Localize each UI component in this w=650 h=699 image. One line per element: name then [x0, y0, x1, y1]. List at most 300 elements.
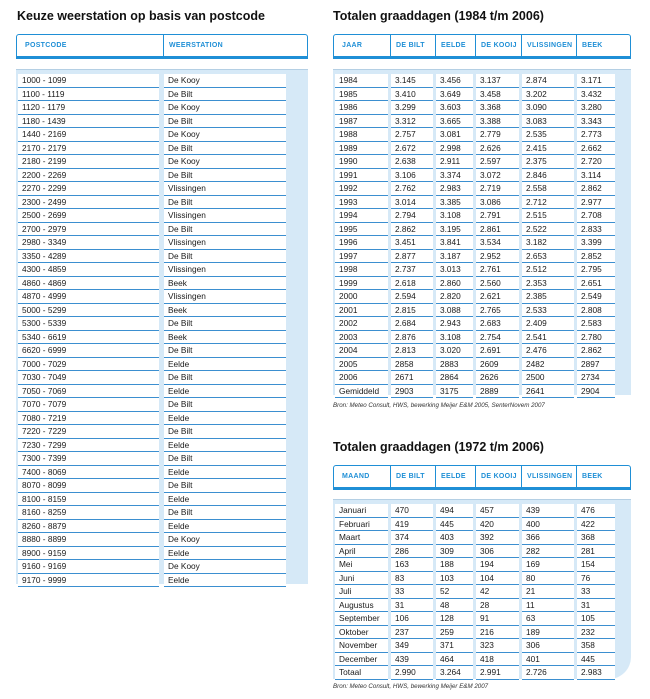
table-cell: 3.385 [436, 196, 473, 210]
table-cell: 2001 [335, 304, 388, 318]
table-cell: 286 [391, 545, 433, 559]
table-row [16, 466, 308, 480]
table-cell: 2.780 [577, 331, 615, 345]
table-cell: 3.083 [522, 115, 574, 129]
table-row [333, 196, 631, 210]
table-cell: De Kooy [164, 533, 286, 547]
table-cell: 2858 [391, 358, 433, 372]
table-cell: 5340 - 6619 [18, 331, 159, 345]
table-cell: 306 [522, 639, 574, 653]
table-cell: 2.415 [522, 142, 574, 156]
table-cell: 7220 - 7229 [18, 425, 159, 439]
table-cell: 8160 - 8259 [18, 506, 159, 520]
table-cell: 4870 - 4999 [18, 290, 159, 304]
table-row [333, 666, 631, 680]
table-row [16, 439, 308, 453]
table-cell: 3.202 [522, 88, 574, 102]
table-cell: 3.343 [577, 115, 615, 129]
table-cell: 2626 [476, 371, 519, 385]
postcode-table-title: Keuze weerstation op basis van postcode [17, 9, 265, 23]
table-cell: 2005 [335, 358, 388, 372]
table-row [16, 533, 308, 547]
table-row [333, 223, 631, 237]
table-cell: 4300 - 4859 [18, 263, 159, 277]
table-cell: 1994 [335, 209, 388, 223]
column-header: WEERSTATION [163, 35, 309, 57]
table-cell: 5000 - 5299 [18, 304, 159, 318]
table-cell: 2904 [577, 385, 615, 399]
table-body [333, 69, 631, 395]
table-cell: December [335, 653, 388, 667]
table-cell: 457 [476, 504, 519, 518]
table-cell: 232 [577, 626, 615, 640]
table-cell: 3.374 [436, 169, 473, 183]
table-cell: 2734 [577, 371, 615, 385]
table-cell: 2671 [391, 371, 433, 385]
table-row [16, 574, 308, 588]
table-cell: 80 [522, 572, 574, 586]
table-row [16, 412, 308, 426]
table-cell: 368 [577, 531, 615, 545]
table-cell: 2.833 [577, 223, 615, 237]
table-cell: 439 [391, 653, 433, 667]
table-cell: 470 [391, 504, 433, 518]
table-row [16, 196, 308, 210]
table-row [333, 263, 631, 277]
table-cell: 1987 [335, 115, 388, 129]
table-cell: 2.522 [522, 223, 574, 237]
table-cell: Augustus [335, 599, 388, 613]
table-cell: 282 [522, 545, 574, 559]
table-cell: 3.182 [522, 236, 574, 250]
table-cell: 2.765 [476, 304, 519, 318]
table-row [16, 155, 308, 169]
table-cell: Beek [164, 304, 286, 318]
table-cell: 439 [522, 504, 574, 518]
table-cell: 2270 - 2299 [18, 182, 159, 196]
table-cell: 2.983 [436, 182, 473, 196]
table-cell: 2.998 [436, 142, 473, 156]
table-row [333, 142, 631, 156]
table-cell: 3.458 [476, 88, 519, 102]
table-cell: 476 [577, 504, 615, 518]
table-cell: 419 [391, 518, 433, 532]
table-cell: 7000 - 7029 [18, 358, 159, 372]
table-cell: De Bilt [164, 317, 286, 331]
table-cell: 3.090 [522, 101, 574, 115]
table-cell: 33 [391, 585, 433, 599]
table-row [16, 371, 308, 385]
table-cell: 2.779 [476, 128, 519, 142]
table-cell: Eelde [164, 412, 286, 426]
table-cell: 83 [391, 572, 433, 586]
table-cell: 3.145 [391, 74, 433, 88]
table-row [333, 612, 631, 626]
table-cell: 3.137 [476, 74, 519, 88]
table-row [16, 169, 308, 183]
table-cell: 2.638 [391, 155, 433, 169]
table-cell: De Bilt [164, 425, 286, 439]
table-cell: 163 [391, 558, 433, 572]
table-row [16, 223, 308, 237]
table-cell: 2.533 [522, 304, 574, 318]
table-cell: 2.860 [436, 277, 473, 291]
column-header: MAAND [342, 473, 370, 480]
table-cell: 2.626 [476, 142, 519, 156]
table-cell: 237 [391, 626, 433, 640]
table-row [16, 506, 308, 520]
column-header: JAAR [342, 42, 363, 49]
table-cell: 494 [436, 504, 473, 518]
table-cell: 8260 - 8879 [18, 520, 159, 534]
table-cell: Beek [164, 331, 286, 345]
table-cell: 2.874 [522, 74, 574, 88]
table-cell: 7050 - 7069 [18, 385, 159, 399]
table-row [333, 531, 631, 545]
table-cell: 2170 - 2179 [18, 142, 159, 156]
table-row [16, 128, 308, 142]
table-cell: 1991 [335, 169, 388, 183]
table-cell: 9160 - 9169 [18, 560, 159, 574]
table-cell: 2980 - 3349 [18, 236, 159, 250]
table-cell: Eelde [164, 493, 286, 507]
table-cell: 464 [436, 653, 473, 667]
table-cell: 2.754 [476, 331, 519, 345]
table-cell: 3.086 [476, 196, 519, 210]
table-cell: 2889 [476, 385, 519, 399]
table-cell: 3.171 [577, 74, 615, 88]
table-cell: 2.512 [522, 263, 574, 277]
table-cell: De Bilt [164, 479, 286, 493]
table-cell: De Bilt [164, 371, 286, 385]
table-row [333, 209, 631, 223]
table-row [16, 425, 308, 439]
table-cell: 2609 [476, 358, 519, 372]
table-row [333, 558, 631, 572]
table-cell: 3.187 [436, 250, 473, 264]
table-cell: 2.861 [476, 223, 519, 237]
table-cell: 105 [577, 612, 615, 626]
table-cell: Vlissingen [164, 209, 286, 223]
table-cell: 2.762 [391, 182, 433, 196]
table-cell: Eelde [164, 574, 286, 588]
table-header [16, 34, 308, 59]
table-cell: 42 [476, 585, 519, 599]
table-cell: 2500 - 2699 [18, 209, 159, 223]
table-cell: 7230 - 7299 [18, 439, 159, 453]
table-cell: Eelde [164, 520, 286, 534]
table-cell: 91 [476, 612, 519, 626]
table-cell: 2.757 [391, 128, 433, 142]
table-cell: 2.991 [476, 666, 519, 680]
table-cell: 2.911 [436, 155, 473, 169]
table-row [16, 385, 308, 399]
table-cell: 3.399 [577, 236, 615, 250]
table-row [16, 263, 308, 277]
table-row [333, 304, 631, 318]
table-cell: 2.558 [522, 182, 574, 196]
table-row [16, 74, 308, 88]
table-cell: 3.108 [436, 209, 473, 223]
column-header: VLISSINGEN [521, 35, 576, 57]
table-row [333, 290, 631, 304]
table-row [333, 504, 631, 518]
table-row [333, 101, 631, 115]
table-cell: 2903 [391, 385, 433, 399]
table-cell: 392 [476, 531, 519, 545]
table-cell: 104 [476, 572, 519, 586]
table-cell: 8900 - 9159 [18, 547, 159, 561]
table-cell: 2300 - 2499 [18, 196, 159, 210]
table-cell: 106 [391, 612, 433, 626]
table-cell: 2.846 [522, 169, 574, 183]
table-cell: 281 [577, 545, 615, 559]
table-cell: 366 [522, 531, 574, 545]
table-cell: 2.876 [391, 331, 433, 345]
table-cell: 2004 [335, 344, 388, 358]
table-cell: De Bilt [164, 196, 286, 210]
table-cell: Vlissingen [164, 182, 286, 196]
table-row [16, 398, 308, 412]
table-cell: Gemiddeld [335, 385, 388, 399]
table-cell: 2.820 [436, 290, 473, 304]
table-cell: 2.808 [577, 304, 615, 318]
table-row [16, 182, 308, 196]
table-cell: 2641 [522, 385, 574, 399]
table-cell: 1996 [335, 236, 388, 250]
table-cell: 2.476 [522, 344, 574, 358]
table-cell: 2.594 [391, 290, 433, 304]
table-cell: 3.081 [436, 128, 473, 142]
table-cell: 2.877 [391, 250, 433, 264]
table-row [16, 452, 308, 466]
table-row [333, 182, 631, 196]
table-cell: 7300 - 7399 [18, 452, 159, 466]
table-cell: 2.597 [476, 155, 519, 169]
table-cell: 2.983 [577, 666, 615, 680]
table-row [333, 639, 631, 653]
table-cell: April [335, 545, 388, 559]
table-cell: 11 [522, 599, 574, 613]
table-cell: 445 [577, 653, 615, 667]
table-cell: 128 [436, 612, 473, 626]
table-cell: De Kooy [164, 74, 286, 88]
table-row [16, 250, 308, 264]
table-cell: 2.737 [391, 263, 433, 277]
table-cell: De Bilt [164, 398, 286, 412]
table-row [333, 545, 631, 559]
table-row [16, 344, 308, 358]
table-cell: 403 [436, 531, 473, 545]
table-row [333, 169, 631, 183]
table-row [333, 572, 631, 586]
table-cell: 371 [436, 639, 473, 653]
table-cell: De Bilt [164, 142, 286, 156]
table-row [16, 560, 308, 574]
table-cell: 2883 [436, 358, 473, 372]
table-cell: 1986 [335, 101, 388, 115]
table-cell: 194 [476, 558, 519, 572]
column-header: VLISSINGEN [521, 466, 576, 488]
table-cell: 169 [522, 558, 574, 572]
table-row [333, 626, 631, 640]
table-cell: Beek [164, 277, 286, 291]
table-cell: 6620 - 6999 [18, 344, 159, 358]
table-cell: 2.583 [577, 317, 615, 331]
table-row [16, 277, 308, 291]
table-cell: 2.535 [522, 128, 574, 142]
table-cell: 3.088 [436, 304, 473, 318]
table-cell: 2.560 [476, 277, 519, 291]
table-cell: Eelde [164, 385, 286, 399]
table-cell: 2.375 [522, 155, 574, 169]
table-cell: 3.841 [436, 236, 473, 250]
table-cell: 374 [391, 531, 433, 545]
table-row [333, 277, 631, 291]
table-cell: 52 [436, 585, 473, 599]
table-cell: 2.990 [391, 666, 433, 680]
table-cell: 3.299 [391, 101, 433, 115]
table-cell: 2.353 [522, 277, 574, 291]
table-cell: 1985 [335, 88, 388, 102]
table-cell: 306 [476, 545, 519, 559]
table-cell: 2.708 [577, 209, 615, 223]
table-row [333, 653, 631, 667]
table-cell: De Kooy [164, 155, 286, 169]
table-cell: 8880 - 8899 [18, 533, 159, 547]
table-cell: 3.312 [391, 115, 433, 129]
table-cell: 63 [522, 612, 574, 626]
table-cell: 1440 - 2169 [18, 128, 159, 142]
table-cell: 2.720 [577, 155, 615, 169]
table-cell: 8070 - 8099 [18, 479, 159, 493]
table-cell: Vlissingen [164, 236, 286, 250]
table-cell: September [335, 612, 388, 626]
table-cell: 420 [476, 518, 519, 532]
table-cell: 28 [476, 599, 519, 613]
yearly-table-source: Bron: Meteo Consult, HWS, bewerking Meijer E&M 2005, SenterNovem 2007 [333, 402, 545, 409]
table-cell: 3.410 [391, 88, 433, 102]
table-cell: 2.773 [577, 128, 615, 142]
table-cell: 5300 - 5339 [18, 317, 159, 331]
table-cell: 31 [391, 599, 433, 613]
table-cell: 400 [522, 518, 574, 532]
table-cell: 401 [522, 653, 574, 667]
table-cell: 1990 [335, 155, 388, 169]
table-cell: Maart [335, 531, 388, 545]
table-cell: De Bilt [164, 115, 286, 129]
table-row [16, 358, 308, 372]
table-cell: De Kooy [164, 128, 286, 142]
table-cell: 216 [476, 626, 519, 640]
table-cell: 422 [577, 518, 615, 532]
table-cell: 2.862 [577, 182, 615, 196]
table-cell: 2.952 [476, 250, 519, 264]
table-cell: 1989 [335, 142, 388, 156]
table-cell: 2.815 [391, 304, 433, 318]
table-row [333, 599, 631, 613]
table-row [16, 209, 308, 223]
table-cell: De Bilt [164, 88, 286, 102]
table-cell: Oktober [335, 626, 388, 640]
table-cell: 188 [436, 558, 473, 572]
table-row [333, 88, 631, 102]
table-cell: 3.451 [391, 236, 433, 250]
table-cell: De Kooy [164, 101, 286, 115]
table-cell: 1984 [335, 74, 388, 88]
table-row [16, 236, 308, 250]
table-row [16, 331, 308, 345]
table-cell: 2.691 [476, 344, 519, 358]
table-cell: 2006 [335, 371, 388, 385]
table-cell: 3.264 [436, 666, 473, 680]
table-cell: 2003 [335, 331, 388, 345]
table-cell: 3.368 [476, 101, 519, 115]
table-cell: 2.549 [577, 290, 615, 304]
table-cell: 21 [522, 585, 574, 599]
table-cell: 2.791 [476, 209, 519, 223]
table-cell: 7080 - 7219 [18, 412, 159, 426]
table-cell: 7070 - 7079 [18, 398, 159, 412]
table-cell: 3175 [436, 385, 473, 399]
table-row [333, 518, 631, 532]
table-cell: 2.385 [522, 290, 574, 304]
table-cell: 2700 - 2979 [18, 223, 159, 237]
table-cell: 2.813 [391, 344, 433, 358]
table-cell: 259 [436, 626, 473, 640]
table-cell: 2864 [436, 371, 473, 385]
table-cell: Eelde [164, 466, 286, 480]
table-cell: 1993 [335, 196, 388, 210]
table-row [333, 344, 631, 358]
table-row [16, 290, 308, 304]
table-cell: Juni [335, 572, 388, 586]
table-cell: 2.943 [436, 317, 473, 331]
table-cell: Totaal [335, 666, 388, 680]
table-row [16, 493, 308, 507]
table-cell: 3.195 [436, 223, 473, 237]
table-cell: Vlissingen [164, 263, 286, 277]
column-header: EELDE [435, 35, 475, 57]
table-cell: De Bilt [164, 169, 286, 183]
table-cell: 33 [577, 585, 615, 599]
table-cell: De Bilt [164, 452, 286, 466]
table-cell: 418 [476, 653, 519, 667]
column-header: BEEK [576, 466, 632, 488]
table-cell: 31 [577, 599, 615, 613]
table-cell: 2.761 [476, 263, 519, 277]
table-row [16, 101, 308, 115]
table-cell: 2.662 [577, 142, 615, 156]
table-cell: De Bilt [164, 344, 286, 358]
table-cell: De Bilt [164, 223, 286, 237]
table-cell: 2.621 [476, 290, 519, 304]
table-cell: 189 [522, 626, 574, 640]
table-cell: November [335, 639, 388, 653]
table-row [333, 585, 631, 599]
table-row [16, 317, 308, 331]
column-header: DE KOOIJ [475, 35, 521, 57]
table-cell: 2.862 [391, 223, 433, 237]
table-cell: 445 [436, 518, 473, 532]
table-cell: 2.618 [391, 277, 433, 291]
table-cell: 2.684 [391, 317, 433, 331]
table-cell: 4860 - 4869 [18, 277, 159, 291]
table-cell: 3.534 [476, 236, 519, 250]
column-header: BEEK [576, 35, 632, 57]
table-cell: De Kooy [164, 560, 286, 574]
table-cell: 3.013 [436, 263, 473, 277]
